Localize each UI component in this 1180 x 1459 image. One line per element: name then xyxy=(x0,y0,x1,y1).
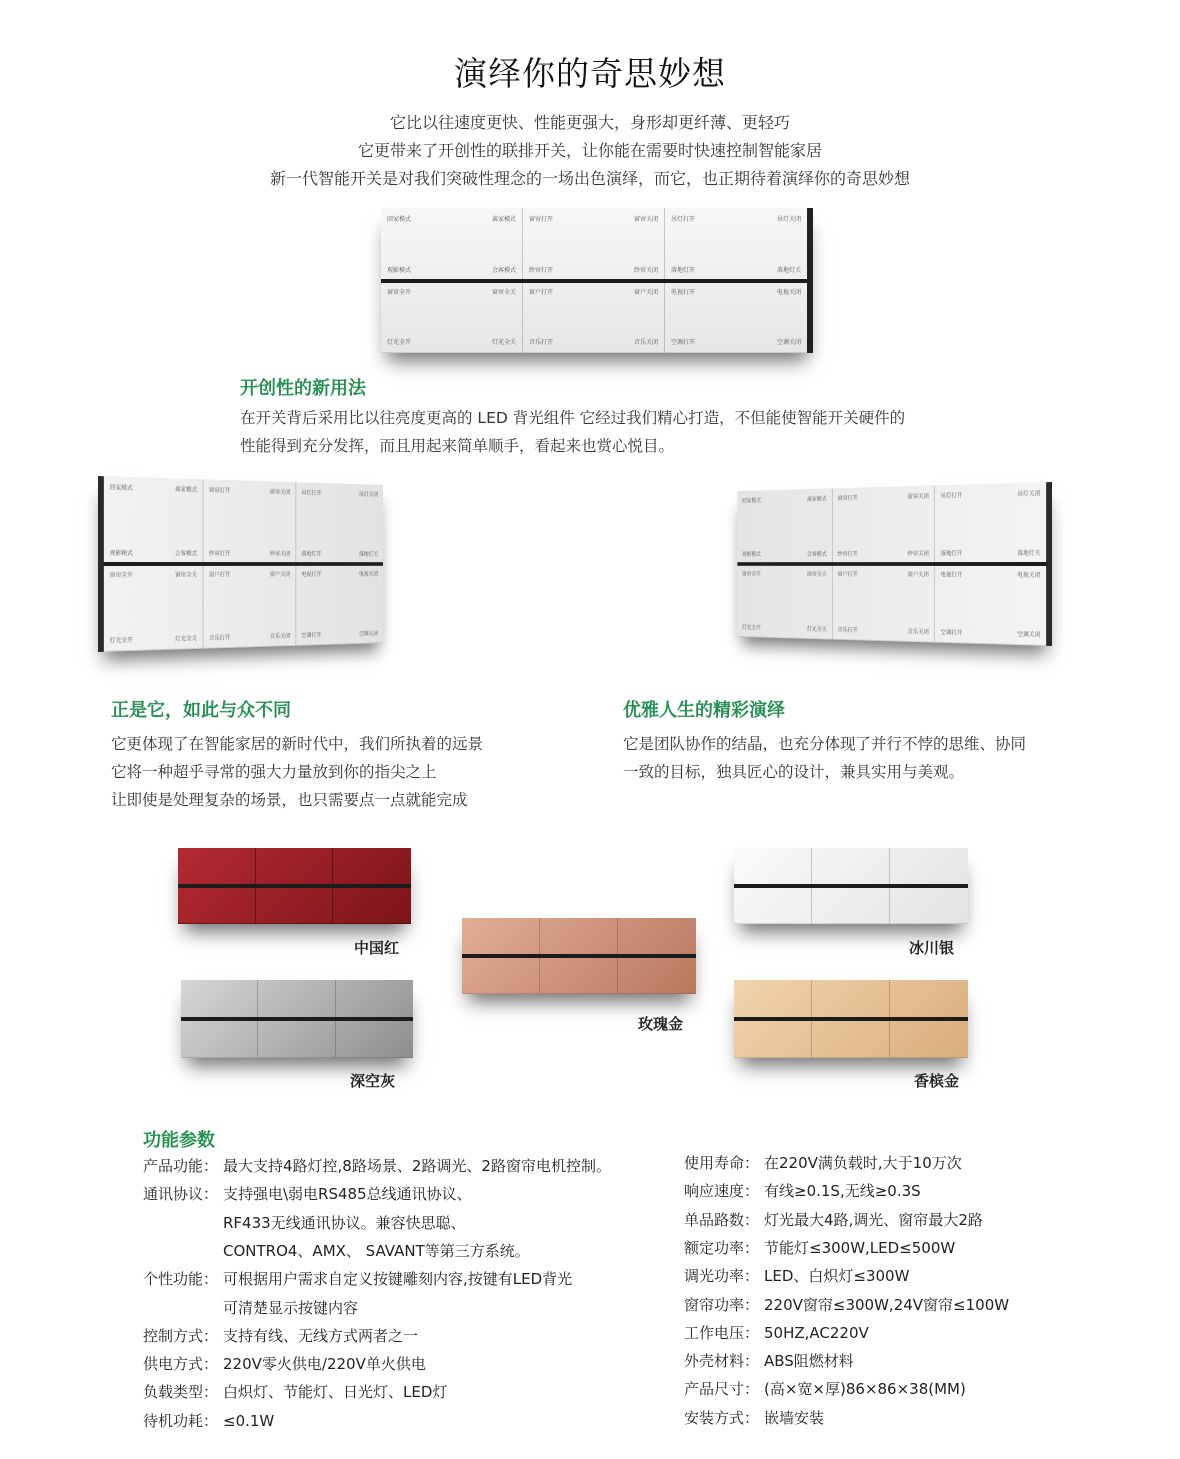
switch-key xyxy=(256,886,334,924)
spec-key: 个性功能： xyxy=(143,1270,219,1289)
spec-key: 安装方式： xyxy=(684,1408,760,1427)
switch-key-label: 吊灯打开 xyxy=(671,216,696,223)
spec-value: LED、白炽灯≤300W xyxy=(764,1267,910,1286)
page-title: 演绎你的奇思妙想 xyxy=(454,54,726,93)
switch-key-label: 空调打开 xyxy=(671,339,696,346)
switch-key-label: 电视打开 xyxy=(301,571,322,578)
specs-heading: 功能参数 xyxy=(143,1130,215,1151)
angled-switch-panel-left xyxy=(98,476,383,652)
switch-key-label: 落地灯关 xyxy=(1017,550,1041,558)
spec-key: 负载类型： xyxy=(143,1383,219,1402)
switch-key-label: 空调关闭 xyxy=(776,339,801,346)
switch-key-label: 电视打开 xyxy=(671,288,696,296)
switch-key xyxy=(665,281,807,354)
switch-key xyxy=(178,848,256,886)
hero-switch-panel xyxy=(381,208,813,353)
switch-key-label: 空调打开 xyxy=(940,629,963,637)
switch-key-label: 离家模式 xyxy=(806,495,827,503)
spec-row xyxy=(143,1212,466,1233)
spec-value: 灯光最大4路,调光、窗帘最大2路 xyxy=(764,1210,983,1229)
spec-row xyxy=(143,1297,358,1318)
spec-row xyxy=(143,1353,426,1374)
spec-row xyxy=(143,1155,611,1176)
spec-value: 白炽灯、节能灯、日光灯、LED灯 xyxy=(223,1383,448,1402)
spec-row xyxy=(143,1410,274,1431)
switch-key-label: 窗户打开 xyxy=(837,571,858,578)
switch-key xyxy=(890,980,968,1019)
spec-row xyxy=(143,1183,472,1204)
switch-key xyxy=(523,208,665,281)
spec-row xyxy=(684,1322,869,1343)
spec-key: 额定功率： xyxy=(684,1238,760,1257)
color-label-rose: 玫瑰金 xyxy=(638,1015,684,1033)
switch-key-label: 会客模式 xyxy=(491,266,516,274)
switch-key-label: 吊灯关闭 xyxy=(358,491,379,499)
switch-key-label: 窗帘全关 xyxy=(806,571,827,578)
switch-key xyxy=(812,1019,890,1058)
switch-key-label: 电视打开 xyxy=(940,571,963,579)
switch-key-label: 窗户打开 xyxy=(529,288,554,296)
switch-key xyxy=(104,564,204,652)
switch-key xyxy=(178,886,256,924)
spec-row xyxy=(684,1350,854,1371)
switch-key xyxy=(812,980,890,1019)
section1-heading: 开创性的新用法 xyxy=(240,378,366,399)
spec-value: 支持有线、无线方式两者之一 xyxy=(223,1326,419,1345)
switch-key xyxy=(935,564,1046,646)
spec-row xyxy=(143,1268,572,1289)
section1-line-1: 在开关背后采用比以往亮度更高的 LED 背光组件 它经过我们精心打造，不但能使智能开关硬件的 xyxy=(240,409,906,427)
switch-key-label: 纱帘打开 xyxy=(529,266,554,274)
switch-key-label: 窗户关闭 xyxy=(907,571,929,579)
switch-key xyxy=(203,564,296,649)
switch-key-label: 灯光全关 xyxy=(175,635,198,643)
switch-key-label: 吊灯打开 xyxy=(301,489,322,497)
switch-key-label: 观影模式 xyxy=(742,551,761,558)
switch-key xyxy=(734,848,812,886)
switch-key-label: 会客模式 xyxy=(175,550,198,558)
color-label-gray: 深空灰 xyxy=(350,1072,396,1090)
switch-key-label: 电视关闭 xyxy=(358,571,379,578)
spec-value: (高×宽×厚)86×86×38(MM) xyxy=(764,1380,966,1399)
switch-key xyxy=(381,208,523,281)
switch-key xyxy=(890,848,968,886)
switch-key xyxy=(181,980,258,1019)
color-label-gold: 香槟金 xyxy=(914,1072,960,1090)
spec-key: 待机功耗： xyxy=(143,1411,219,1430)
switch-key-label: 落地灯关 xyxy=(776,266,801,274)
section2-line-3: 让即使是处理复杂的场景，也只需要点一点就能完成 xyxy=(111,791,468,809)
switch-panel-rose xyxy=(462,918,696,994)
angled-switch-panel-right xyxy=(737,482,1052,646)
switch-key xyxy=(296,482,383,564)
switch-key xyxy=(462,956,540,994)
switch-key xyxy=(333,848,411,886)
switch-key-label: 吊灯关闭 xyxy=(1017,490,1041,498)
switch-key-label: 窗户关闭 xyxy=(269,571,291,579)
spec-key: 调光功率： xyxy=(684,1267,760,1286)
panel-divider-bar xyxy=(734,1017,968,1021)
switch-key-label: 窗户关闭 xyxy=(633,288,658,296)
switch-key xyxy=(256,848,334,886)
spec-key: 单品路数： xyxy=(684,1210,760,1229)
spec-key: 控制方式： xyxy=(143,1326,219,1345)
switch-key xyxy=(336,1019,413,1058)
panel-divider-bar xyxy=(734,884,968,888)
spec-row xyxy=(684,1180,921,1201)
switch-key-label: 回家模式 xyxy=(742,497,761,505)
panel-divider-bar xyxy=(181,1017,413,1021)
spec-key: 使用寿命： xyxy=(684,1154,760,1172)
switch-key-label: 灯光全关 xyxy=(491,339,516,346)
spec-value: CONTRO4、AMX、 SAVANT等第三方系统。 xyxy=(223,1241,530,1260)
spec-key: 外壳材料： xyxy=(684,1352,760,1371)
section3-line-1: 它是团队协作的结晶，也充分体现了并行不悖的思维、协同 xyxy=(623,735,1027,753)
switch-key-label: 回家模式 xyxy=(109,484,133,492)
switch-key xyxy=(296,564,383,646)
switch-key xyxy=(890,886,968,924)
spec-value: 节能灯≤300W,LED≤500W xyxy=(764,1238,956,1257)
spec-key: 通讯协议： xyxy=(143,1185,219,1204)
switch-key-label: 灯光全开 xyxy=(109,637,133,645)
switch-key-label: 观影模式 xyxy=(387,266,412,274)
spec-value: RF433无线通讯协议。兼容快思聪、 xyxy=(223,1213,466,1232)
switch-key xyxy=(832,564,935,643)
switch-key xyxy=(890,1019,968,1058)
switch-key-label: 音乐打开 xyxy=(208,634,231,642)
spec-key: 响应速度： xyxy=(684,1182,760,1201)
switch-key-label: 回家模式 xyxy=(387,216,412,223)
switch-key xyxy=(734,1019,812,1058)
switch-key-label: 吊灯打开 xyxy=(940,492,963,500)
switch-key-label: 窗帘打开 xyxy=(837,495,858,503)
switch-key-label: 灯光全开 xyxy=(387,339,412,346)
switch-key xyxy=(462,918,540,956)
switch-key xyxy=(181,1019,258,1058)
switch-key-label: 窗帘全开 xyxy=(742,571,761,578)
switch-key-label: 窗帘打开 xyxy=(529,216,554,223)
spec-value: ABS阻燃材料 xyxy=(764,1352,854,1371)
switch-key-label: 窗户打开 xyxy=(208,571,231,579)
switch-key-label: 吊灯关闭 xyxy=(776,216,801,223)
switch-key-label: 会客模式 xyxy=(806,551,827,558)
switch-key-label: 窗帘打开 xyxy=(208,487,231,495)
switch-panel-gold xyxy=(734,980,968,1058)
switch-key-label: 观影模式 xyxy=(109,550,133,558)
spec-value: 有线≥0.1S,无线≥0.3S xyxy=(764,1182,921,1201)
switch-key xyxy=(203,479,296,564)
switch-key-label: 纱帘关闭 xyxy=(269,550,291,558)
switch-key-label: 音乐打开 xyxy=(837,626,858,634)
color-label-red: 中国红 xyxy=(354,939,400,957)
switch-key xyxy=(540,918,618,956)
spec-row xyxy=(684,1152,962,1173)
spec-value: 可根据用户需求自定义按键雕刻内容,按键有LED背光 xyxy=(223,1270,573,1289)
switch-key xyxy=(665,208,807,281)
section2-line-1: 它更体现了在智能家居的新时代中，我们所执着的远景 xyxy=(111,735,484,753)
spec-row xyxy=(143,1240,530,1261)
spec-row xyxy=(684,1378,966,1399)
switch-key-label: 空调关闭 xyxy=(358,630,379,638)
switch-key-label: 窗帘全关 xyxy=(491,288,516,296)
switch-key xyxy=(737,488,832,564)
panel-divider-bar xyxy=(381,279,807,283)
spec-key: 窗帘功率： xyxy=(684,1295,760,1314)
switch-key-label: 离家模式 xyxy=(491,216,516,223)
panel-divider-bar xyxy=(462,954,696,958)
intro-line-3: 新一代智能开关是对我们突破性理念的一场出色演绎，而它，也正期待着演绎你的奇思妙想 xyxy=(269,169,910,188)
spec-row xyxy=(684,1209,983,1230)
spec-key: 供电方式： xyxy=(143,1355,219,1374)
spec-value: 220V窗帘≤300W,24V窗帘≤100W xyxy=(764,1295,1010,1314)
switch-key-label: 纱帘关闭 xyxy=(633,266,658,274)
switch-key xyxy=(734,886,812,924)
color-label-silver: 冰川银 xyxy=(909,939,955,957)
switch-key xyxy=(258,1019,335,1058)
switch-key-label: 纱帘关闭 xyxy=(907,550,929,558)
switch-key xyxy=(104,476,204,564)
switch-key-label: 音乐打开 xyxy=(529,339,554,346)
section1-line-2: 性能得到充分发挥，而且用起来简单顺手，看起来也赏心悦目。 xyxy=(240,437,675,455)
panel-divider-bar xyxy=(178,884,411,888)
spec-key: 产品尺寸： xyxy=(684,1380,760,1399)
switch-key xyxy=(333,886,411,924)
intro-line-1: 它比以往速度更快、性能更强大，身形却更纤薄、更轻巧 xyxy=(389,113,790,132)
section3-heading: 优雅人生的精彩演绎 xyxy=(623,700,785,721)
switch-key xyxy=(381,281,523,354)
spec-key: 工作电压： xyxy=(684,1323,760,1342)
switch-key xyxy=(935,482,1046,564)
switch-key xyxy=(540,956,618,994)
switch-key-label: 灯光全关 xyxy=(806,626,827,634)
switch-key xyxy=(258,980,335,1019)
spec-row xyxy=(684,1265,909,1286)
switch-key-label: 纱帘打开 xyxy=(837,550,858,558)
switch-key xyxy=(812,848,890,886)
spec-row xyxy=(684,1407,824,1428)
switch-key-label: 电视关闭 xyxy=(776,288,801,296)
section2-heading: 正是它，如此与众不同 xyxy=(111,700,291,721)
section3-line-2: 一致的目标，独具匠心的设计，兼具实用与美观。 xyxy=(623,763,965,781)
spec-row xyxy=(143,1381,447,1402)
switch-key-label: 音乐关闭 xyxy=(633,339,658,346)
spec-value: 50HZ,AC220V xyxy=(764,1323,869,1342)
switch-panel-red xyxy=(178,848,411,924)
switch-key-label: 纱帘打开 xyxy=(208,550,231,558)
switch-key-label: 窗帘关闭 xyxy=(907,493,929,501)
switch-panel-silver xyxy=(734,848,968,924)
intro-line-2: 它更带来了开创性的联排开关，让你能在需要时快速控制智能家居 xyxy=(357,141,822,160)
spec-value: 可清楚显示按键内容 xyxy=(223,1298,359,1317)
spec-value: ≤0.1W xyxy=(223,1411,275,1430)
switch-key-label: 空调打开 xyxy=(301,632,322,640)
switch-key xyxy=(812,886,890,924)
switch-key-label: 音乐关闭 xyxy=(907,628,929,636)
switch-key xyxy=(523,281,665,354)
spec-value: 在220V满负载时,大于10万次 xyxy=(764,1154,962,1172)
switch-key-label: 电视关闭 xyxy=(1017,571,1041,579)
switch-key-label: 空调关闭 xyxy=(1017,631,1041,639)
spec-row xyxy=(143,1325,418,1346)
spec-value: 220V零火供电/220V单火供电 xyxy=(223,1355,426,1374)
switch-key xyxy=(618,918,696,956)
panel-divider-bar xyxy=(737,562,1046,566)
panel-divider-bar xyxy=(104,562,383,566)
switch-key-label: 落地灯关 xyxy=(358,551,379,558)
switch-key xyxy=(336,980,413,1019)
switch-key-label: 落地灯开 xyxy=(940,550,963,558)
switch-panel-gray xyxy=(181,980,413,1058)
switch-key-label: 落地灯开 xyxy=(671,266,696,274)
switch-key-label: 窗帘关闭 xyxy=(633,216,658,223)
switch-key-label: 窗帘关闭 xyxy=(269,488,291,496)
switch-key-label: 窗帘全开 xyxy=(109,571,133,579)
switch-key-label: 音乐关闭 xyxy=(269,632,291,641)
spec-value: 支持强电\弱电RS485总线通讯协议、 xyxy=(223,1185,472,1204)
switch-key-label: 离家模式 xyxy=(175,486,198,494)
switch-key xyxy=(737,564,832,640)
switch-key-label: 窗帘全开 xyxy=(387,288,412,296)
switch-key-label: 灯光全开 xyxy=(742,624,761,632)
spec-key: 产品功能： xyxy=(143,1157,219,1175)
switch-key-label: 窗帘全关 xyxy=(175,571,198,579)
spec-row xyxy=(684,1294,1009,1315)
switch-key-label: 落地灯开 xyxy=(301,551,322,558)
spec-row xyxy=(684,1237,955,1258)
switch-key xyxy=(734,980,812,1019)
spec-value: 嵌墙安装 xyxy=(764,1408,825,1427)
switch-key xyxy=(618,956,696,994)
switch-key xyxy=(832,485,935,564)
spec-value: 最大支持4路灯控,8路场景、2路调光、2路窗帘电机控制。 xyxy=(223,1157,611,1175)
section2-line-2: 它将一种超乎寻常的强大力量放到你的指尖之上 xyxy=(111,763,437,781)
